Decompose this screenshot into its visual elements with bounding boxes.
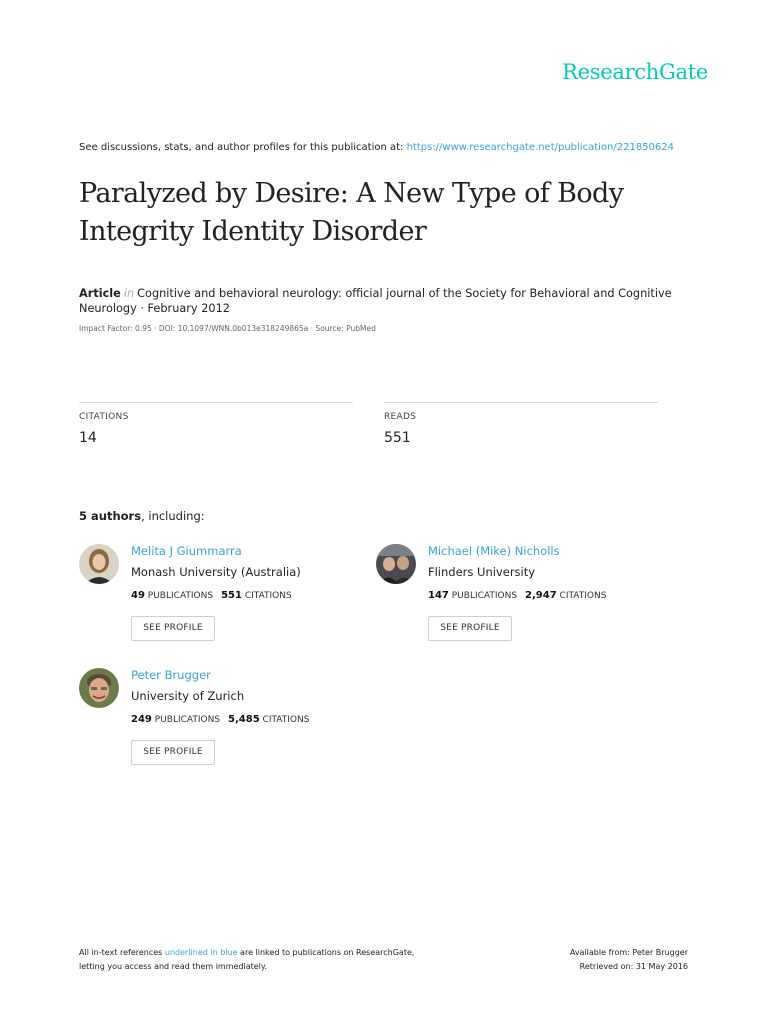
- author-stats: [131, 590, 292, 601]
- avatar-photo-icon: [79, 544, 119, 584]
- footer-line-2: letting you access and read them immediately.: [79, 962, 268, 971]
- citations-value: 14: [79, 430, 97, 446]
- citations-count: 551: [221, 590, 242, 601]
- publications-count: 249: [131, 714, 152, 725]
- underlined-in-blue-link: underlined in blue: [164, 948, 238, 957]
- author-name-link[interactable]: Michael (Mike) Nicholls: [428, 544, 560, 558]
- author-institution: Monash University (Australia): [131, 565, 301, 579]
- author-institution: Flinders University: [428, 565, 536, 579]
- citations-label: CITATIONS: [244, 591, 292, 601]
- retrieved-on: Retrieved on: 31 May 2016: [579, 962, 688, 971]
- see-profile-button[interactable]: SEE PROFILE: [131, 616, 215, 641]
- publication-info: [79, 286, 679, 316]
- author-stats: [131, 714, 309, 725]
- footer-text: All in-text references: [79, 948, 165, 957]
- citations-label: CITATIONS: [559, 591, 607, 601]
- citations-label: CITATIONS: [79, 412, 129, 422]
- footer-text: are linked to publications on ResearchGate,: [237, 948, 415, 957]
- publications-label: PUBLICATIONS: [147, 591, 214, 601]
- author-avatar-nicholls[interactable]: [376, 544, 416, 584]
- footer-availability: [570, 946, 688, 974]
- authors-suffix: , including:: [141, 509, 205, 523]
- see-discussions-text: See discussions, stats, and author profiles for this publication at:: [79, 142, 407, 153]
- authors-count: 5 authors: [79, 509, 142, 523]
- reads-divider: [384, 402, 658, 403]
- author-avatar-brugger[interactable]: [79, 668, 119, 708]
- researchgate-logo[interactable]: ResearchGate: [562, 60, 708, 84]
- publication-url-link[interactable]: https://www.researchgate.net/publication/221850624: [406, 142, 674, 153]
- author-stats: [428, 590, 606, 601]
- author-institution: University of Zurich: [131, 689, 245, 703]
- publication-meta: Impact Factor: 0.95 · DOI: 10.1097/WNN.0b013e318249865a · Source: PubMed: [79, 324, 376, 333]
- available-from: Available from: Peter Brugger: [569, 948, 688, 957]
- reads-label: READS: [384, 412, 417, 422]
- author-name-link[interactable]: Peter Brugger: [131, 668, 211, 682]
- author-avatar-giummarra[interactable]: [79, 544, 119, 584]
- journal-name: Cognitive and behavioral neurology: official journal of the Society for Behavioral and Cognitive Neurology · February 2012: [79, 287, 672, 315]
- avatar-photo-icon: [376, 544, 416, 584]
- avatar-photo-icon: [79, 668, 119, 708]
- publications-label: PUBLICATIONS: [154, 715, 221, 725]
- see-discussions-line: [79, 142, 674, 153]
- in-label: in: [123, 287, 135, 300]
- footer-line-1: [79, 946, 414, 960]
- publications-label: PUBLICATIONS: [451, 591, 518, 601]
- citations-count: 5,485: [228, 714, 260, 725]
- footer-references-note: [79, 946, 414, 974]
- author-name-link[interactable]: Melita J Giummarra: [131, 544, 242, 558]
- citations-divider: [79, 402, 353, 403]
- publications-count: 49: [131, 590, 145, 601]
- publication-title: Paralyzed by Desire: A New Type of Body Integrity Identity Disorder: [79, 178, 624, 247]
- see-profile-button[interactable]: SEE PROFILE: [428, 616, 512, 641]
- reads-value: 551: [384, 430, 411, 446]
- publications-count: 147: [428, 590, 449, 601]
- publication-type: Article: [79, 287, 121, 300]
- citations-count: 2,947: [525, 590, 557, 601]
- citations-label: CITATIONS: [262, 715, 310, 725]
- see-profile-button[interactable]: SEE PROFILE: [131, 740, 215, 765]
- authors-heading: [79, 509, 205, 523]
